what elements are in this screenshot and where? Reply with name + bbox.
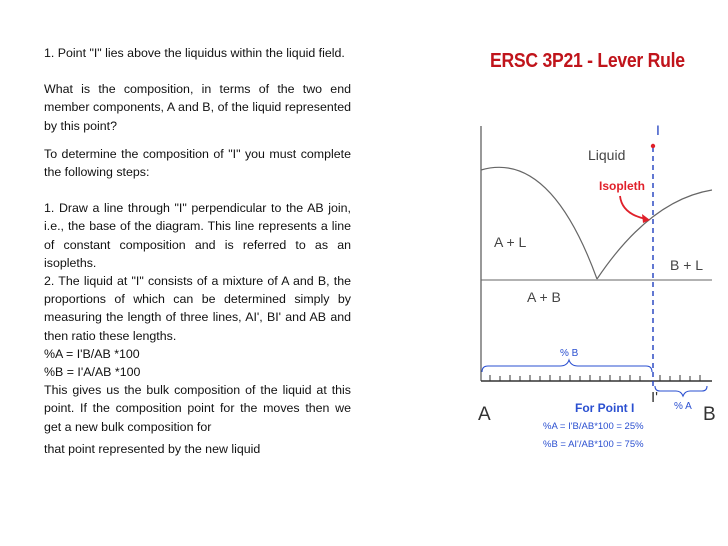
for-point-label: For Point I [575,401,635,415]
axis-ticks [490,375,700,381]
paragraph-point-i: 1. Point "I" lies above the liquidus within the liquid field. [44,46,345,60]
a-plus-b-label: A + B [527,289,561,305]
isopleth-label: Isopleth [599,179,646,193]
diagram-title: ERSC 3P21 - Lever Rule [490,50,685,72]
pct-a-label: % A [674,401,692,412]
liquid-label: Liquid [588,147,626,163]
paragraph-new-liquid: that point represented by the new liquid [44,441,261,456]
paragraph-question: What is the composition, in terms of the two end member components, A and B, of the liquid represented by this point? [44,82,351,133]
formula-pct-a: %A = I'B/AB *100 [44,346,140,361]
brace-pct-a [655,386,707,396]
point-i-label: I [656,122,660,138]
component-a-label: A [478,404,491,425]
brace-pct-b [482,360,652,372]
isopleth-arrow [620,196,646,219]
liquidus-curve-left [481,167,597,279]
paragraph-step-1: 1. Draw a line through "I" perpendicular to the AB join, i.e., the base of the diagram. This line represents a line of constant composition and is referred to as an isopleths. [44,201,351,270]
paragraph-step-2: 2. The liquid at "I" consists of a mixture of A and B, the proportions of which can be determined simply by measuring the length of three lines, AI', BI' and AB and then ratio these lengths. [44,274,351,343]
formula-pct-b: %B = I'A/AB *100 [44,365,141,380]
point-i-prime-label: I' [651,389,659,406]
a-plus-l-label: A + L [494,234,527,250]
paragraph-steps-intro: To determine the composition of "I" you must complete the following steps: [44,146,351,180]
equation-pct-b: %B = AI'/AB*100 = 75% [543,439,644,450]
pct-b-label: % B [560,348,579,359]
equation-pct-a: %A = I'B/AB*100 = 25% [543,421,644,432]
paragraph-bulk-composition: This gives us the bulk composition of the liquid at this point. If the composition point for the moves then we get a new bulk composition for [44,383,351,434]
isopleth-arrow-head [642,214,650,223]
component-b-label: B [703,404,716,425]
b-plus-l-label: B + L [670,257,704,273]
point-i-marker [651,144,655,148]
